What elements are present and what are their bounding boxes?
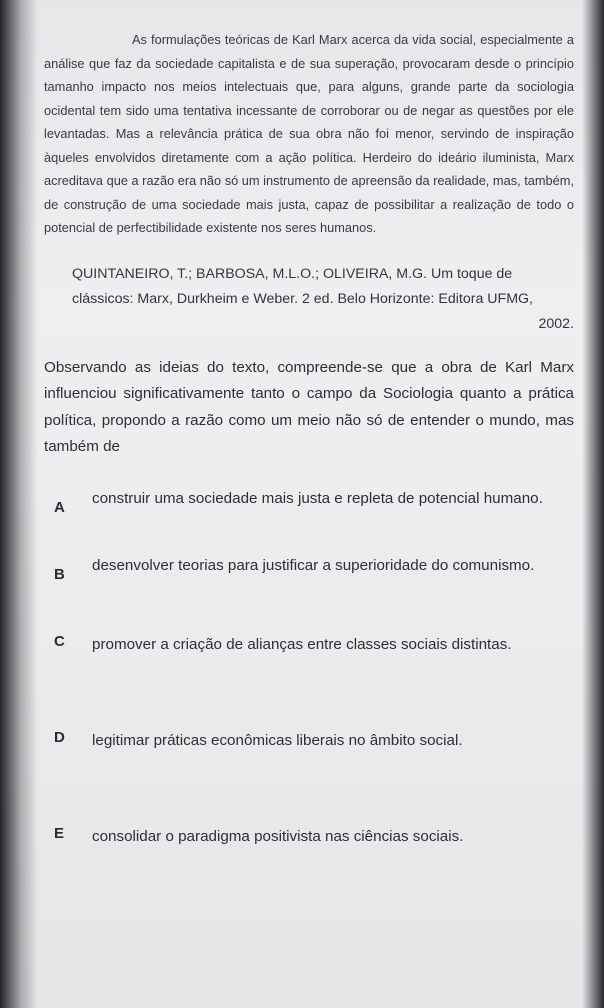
screen-edge-shadow-left (0, 0, 38, 1008)
question-statement: Observando as ideias do texto, compreende-se que a obra de Karl Marx influenciou significativamente tanto o campo da Sociologia quanto a prática política, propondo a razão como um meio não só de entender o mundo, mas também de (44, 358, 574, 455)
screen-edge-shadow-right (582, 0, 604, 1008)
answer-options (44, 487, 574, 849)
option-letter: A (54, 498, 65, 516)
option-letter: E (54, 824, 65, 842)
option-text: desenvolver teorias para justificar a superioridade do comunismo. (92, 556, 535, 574)
option-e[interactable] (44, 825, 574, 849)
citation-text: QUINTANEIRO, T.; BARBOSA, M.L.O.; OLIVEIRA, M.G. Um toque de clássicos: Marx, Durkheim e Weber. 2 ed. Belo Horizonte: Editora UFMG, (72, 265, 533, 307)
citation-year: 2002. (538, 315, 574, 332)
citation (44, 262, 574, 337)
option-text: construir uma sociedade mais justa e repleta de potencial humano. (92, 489, 543, 507)
option-letter: C (54, 632, 65, 650)
support-text: As formulações teóricas de Karl Marx acerca da vida social, especialmente a análise que faz da sociedade capitalista e de sua superação, provocaram desde o princípio tamanho impacto nos meios intelectuais que, para alguns, grande parte da sociologia ocidental tem sido uma tentativa incessante de corroborar ou de negar as questões por ele levantadas. Mas a relevância prática de sua obra não foi menor, servindo de inspiração àqueles envolvidos diretamente com a ação política. Herdeiro do ideário iluminista, Marx acreditava que a razão era não só um instrumento de apreensão da realidade, mas, também, de construção de uma sociedade mais justa, capaz de possibilitar a realização de todo o potencial de perfectibilidade existente nos seres humanos. (44, 32, 574, 235)
option-letter: B (54, 565, 65, 583)
option-letter: D (54, 728, 65, 746)
option-text: legitimar práticas econômicas liberais no âmbito social. (92, 731, 463, 749)
option-text: consolidar o paradigma positivista nas ciências sociais. (92, 827, 464, 845)
option-text: promover a criação de alianças entre classes sociais distintas. (92, 635, 512, 653)
question-content (44, 28, 574, 849)
option-a[interactable] (44, 487, 574, 516)
option-c[interactable] (44, 633, 574, 657)
option-d[interactable] (44, 729, 574, 753)
option-b[interactable] (44, 554, 574, 583)
